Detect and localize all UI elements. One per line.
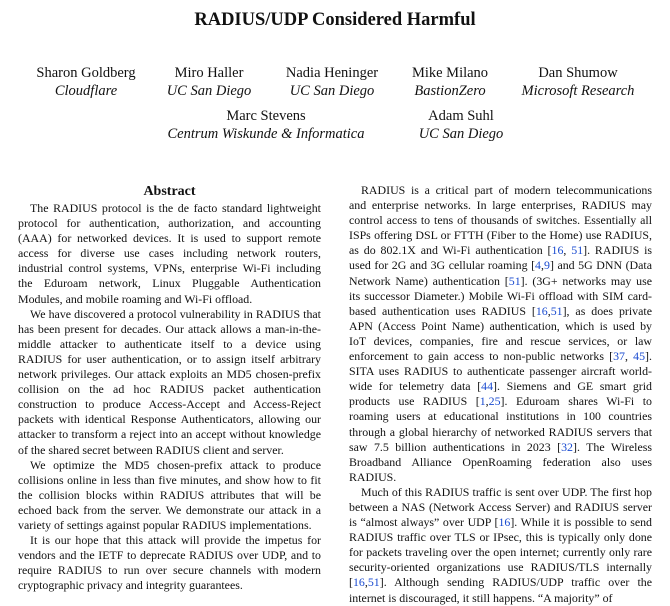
introduction-column [349,183,652,606]
citation-link[interactable]: 32 [561,439,573,454]
citation-link[interactable]: 45 [633,349,646,364]
author-name: Miro Haller [174,65,244,81]
abstract-paragraph: We have discovered a protocol vulnerability in RADIUS that has been present for decades. Our attack allows a man-in-the-middle attacker to authenticate itself to a device using RADIUS for user authentication, or to assign itself arbitrary network privileges. Our attack exploits an MD5 chosen-prefix collision on the ad hoc RADIUS packet authentication construction to produce Access-Accept and Access-Reject packets with identical Response Authenticators, allowing our attacker to transform a reject into an accept without knowledge of the shared secret between RADIUS client and server. [18,306,321,457]
intro-paragraph [349,485,652,606]
text-run: ]. SITA uses RADIUS to authenticate passenger aircraft world-wide for telemetry data [ [349,349,652,394]
author-name: Dan Shumow [538,65,618,81]
citation-link[interactable]: 51 [508,273,521,288]
citation-link[interactable]: 16 [551,243,564,258]
abstract-heading: Abstract [143,184,196,199]
citation-link[interactable]: 37 [613,349,625,364]
author-affiliation: Cloudflare [54,83,118,99]
paper-title: RADIUS/UDP Considered Harmful [194,10,476,30]
author-haller [154,64,264,100]
author-stevens [148,107,384,143]
citation-link[interactable]: 9 [543,258,550,273]
author-name: Sharon Goldberg [36,65,136,81]
abstract-column [18,183,321,593]
author-name: Mike Milano [411,65,489,81]
intro-paragraph [349,183,652,485]
text-run: ]. While it is possible to send RADIUS traffic over TLS or IPsec, this is typically only done for packets traveling over the open internet; currently only rare security-oriented organizations use RADIUS/TLS internally [ [349,515,652,590]
author-affiliation: UC San Diego [418,126,504,142]
author-heninger [272,64,392,100]
text-run: , [541,258,544,273]
text-run: ]. Although sending RADIUS/UDP traffic over the internet is discouraged, it still happens. “A majority” of [349,575,652,605]
author-affiliation: Microsoft Research [521,83,635,99]
author-affiliation: BastionZero [414,83,486,99]
author-milano [398,64,502,100]
citation-link[interactable]: 51 [367,575,380,590]
author-suhl [408,107,514,143]
text-run: ] and 5G DNN (Data Network Name) authentication [ [349,258,653,288]
author-affiliation: UC San Diego [289,83,375,99]
author-shumow [506,64,650,100]
abstract-paragraph: The RADIUS protocol is the de facto standard lightweight protocol for authentication, authorization, and accounting (AAA) for networked devices. It is used to support remote access for diverse use cases including network routers, industrial control systems, VPNs, enterprise Wi-Fi including the Eduroam network, Linux Pluggable Authentication Modules, and mobile roaming and Wi-Fi offload. [18,201,321,306]
author-affiliation: Centrum Wiskunde & Informatica [167,126,365,142]
citation-link[interactable]: 51 [571,243,584,258]
abstract-paragraph: It is our hope that this attack will provide the impetus for vendors and the IETF to deprecate RADIUS over UDP, and to require RADIUS to run over secure channels with modern cryptographic privacy and integrity guarantees. [18,533,321,593]
author-affiliation: UC San Diego [166,83,252,99]
text-run: Much of this RADIUS traffic is sent over UDP. The first hop between a NAS (Network Access Server) and RADIUS server is “almost always” over UDP [ [349,484,652,530]
abstract-paragraph: We optimize the MD5 chosen-prefix attack to produce collisions online in less than five minutes, and show how to fit the collision blocks within RADIUS attributes that will be echoed back from the server. We demonstrate our attack in a variety of settings against popular RADIUS implementations. [18,457,321,532]
text-run: ]. (3G+ networks may use its successor Diameter.) Mobile Wi-Fi offload with SIM card-based authentication uses RADIUS [ [349,273,652,318]
text-run: , [485,394,489,409]
author-goldberg [26,64,146,100]
citation-link[interactable]: 16 [498,515,511,530]
citation-link[interactable]: 44 [481,379,494,394]
text-run: ]. Eduroam shares Wi-Fi to roaming users at educational institutions in 100 countries through a global hierarchy of networked RADIUS servers that saw 7.5 billion authentications in 2023 [ [349,394,652,454]
text-run: RADIUS is a critical part of modern telecommunications and enterprise networks. In large enterprises, RADIUS may control access to tens of thousands of switches. Essentially all ISPs offering DSL or FTTH (Fiber to the Home) use RADIUS, as do 802.1X and Wi-Fi authentication [ [349,183,652,258]
citation-link[interactable]: 25 [488,394,501,409]
text-run: ]. The Wireless Broadband Alliance OpenRoaming federation also uses RADIUS. [349,439,652,484]
citation-link[interactable]: 16 [535,303,548,318]
text-run: ]. RADIUS is used for 2G and 3G cellular roaming [ [349,243,652,273]
citation-link[interactable]: 16 [352,575,365,590]
text-run: ]. Siemens and GE smart grid products use RADIUS [ [349,379,652,409]
text-run: , [364,575,368,590]
citation-link[interactable]: 1 [479,394,486,409]
text-run: , [625,349,634,364]
author-name: Nadia Heninger [285,65,379,81]
text-run: ], as does private APN (Access Point Name) authentication, which is used by IoT devices, companies, fire and rescue services, or law enforcement to gain access to non-public networks [ [349,303,652,364]
author-name: Marc Stevens [226,108,306,124]
author-name: Adam Suhl [428,108,494,124]
text-run: , [547,303,551,318]
citation-link[interactable]: 4 [535,258,541,273]
text-run: , [563,243,572,258]
citation-link[interactable]: 51 [550,303,563,318]
